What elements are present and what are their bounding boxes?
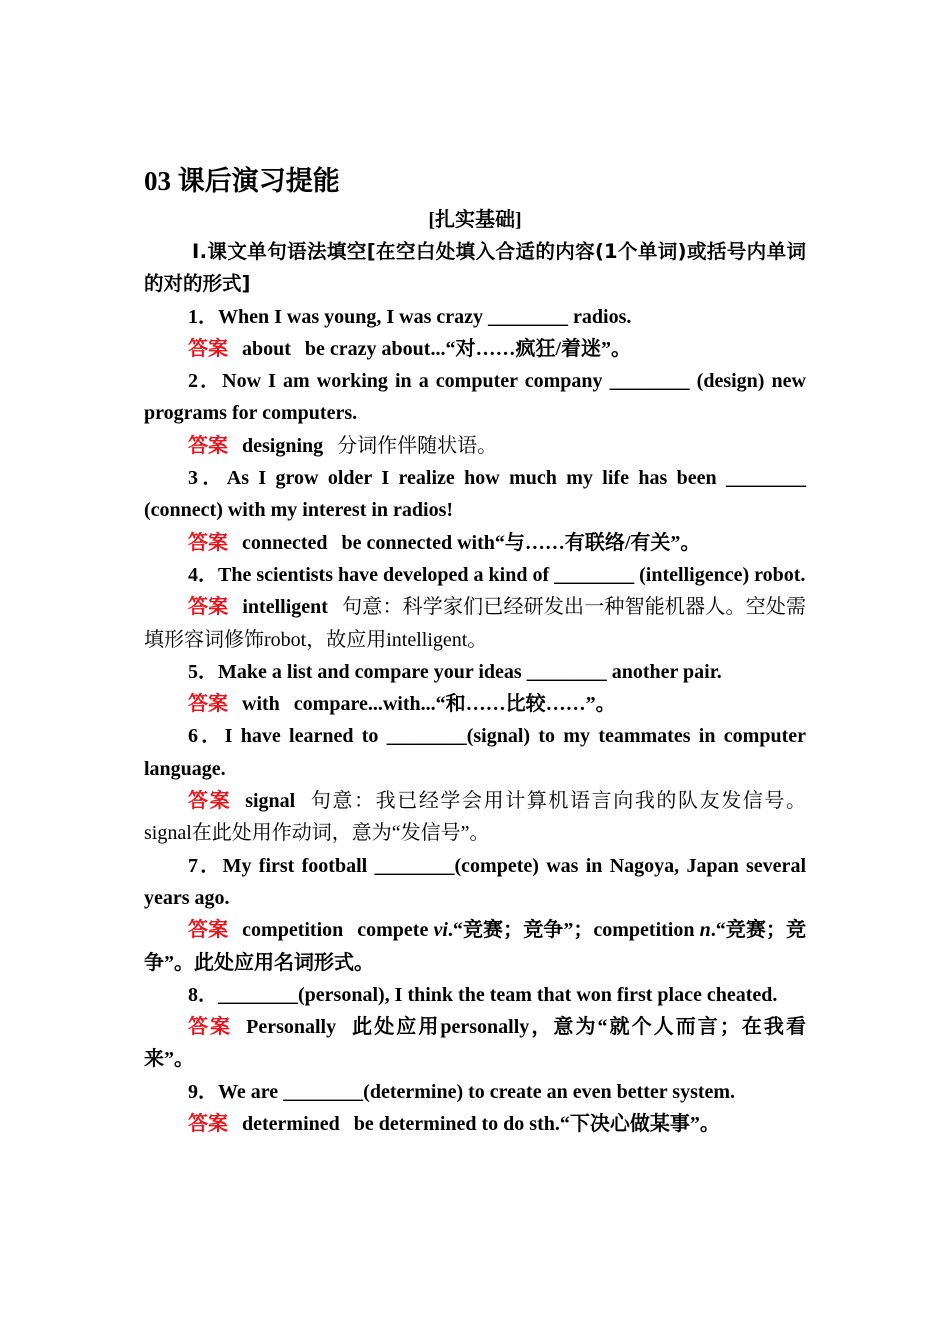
question-2: 2．Now I am working in a computer company ________ (design) new programs for computers. <box>144 370 806 425</box>
answer-note: 句意：我已经学会用计算机语言向我的队友发信号。signal在此处用作动词，意为“发信号”。 <box>144 790 807 845</box>
answer-note: be determined to do sth.“下决心做某事”。 <box>353 1113 720 1136</box>
section-subtitle: [扎实基础] <box>428 209 522 231</box>
answer-5 <box>144 688 806 720</box>
question-6: 6．I have learned to ________(signal) to my teammates in computer language. <box>144 725 806 780</box>
answer-note: 此处应用personally，意为“就个人而言；在我看来”。 <box>144 1016 806 1071</box>
answer-value: determined <box>242 1113 340 1136</box>
answer-note-pos: vi <box>433 919 448 942</box>
answer-value: about <box>242 337 291 360</box>
question-1: 1．When I was young, I was crazy ________ radios. <box>188 305 632 328</box>
answer-6 <box>144 785 806 850</box>
answer-value: competition <box>242 919 344 942</box>
answer-note: 句意：科学家们已经研发出一种智能机器人。空处需填形容词修饰robot，故应用intelligent。 <box>144 596 807 651</box>
question-5: 5．Make a list and compare your ideas ________ another pair. <box>188 660 722 683</box>
answer-7 <box>144 914 806 979</box>
answer-label: 答案 <box>188 434 228 457</box>
answer-label: 答案 <box>188 1016 233 1039</box>
answer-label: 答案 <box>188 596 229 619</box>
answer-2 <box>144 430 806 462</box>
answer-1 <box>144 333 806 365</box>
answer-label: 答案 <box>188 531 228 554</box>
answer-note-part: .“竞赛；竞争”；competition <box>447 919 700 942</box>
answer-value: with <box>242 693 280 716</box>
question-4: 4．The scientists have developed a kind of ________ (intelligence) robot. <box>188 563 806 586</box>
answer-value: intelligent <box>242 596 328 619</box>
answer-note-pos: n <box>699 919 711 942</box>
answer-note-part: compete <box>357 919 434 942</box>
answer-note-part: .“竞赛；竞争”。此处应用名词形式。 <box>144 919 807 974</box>
answer-note: be connected with“与……有联络/有关”。 <box>341 531 701 554</box>
answer-8 <box>144 1011 806 1076</box>
question-7: 7．My first football ________(compete) was in Nagoya, Japan several years ago. <box>144 854 806 909</box>
document-page <box>144 160 806 1140</box>
question-8: 8．________(personal), I think the team that won first place cheated. <box>188 983 778 1006</box>
answer-label: 答案 <box>188 1113 228 1136</box>
answer-value: connected <box>242 531 328 554</box>
answer-note: compare...with...“和……比较……”。 <box>293 693 616 716</box>
answer-value: designing <box>242 434 324 457</box>
answer-note: be crazy about...“对……疯狂/着迷”。 <box>304 337 631 360</box>
answer-label: 答案 <box>188 693 228 716</box>
answer-label: 答案 <box>188 790 232 813</box>
answer-value: Personally <box>246 1016 337 1039</box>
answer-9 <box>144 1108 806 1140</box>
question-3: 3．As I grow older I realize how much my life has been ________ (connect) with my interest in radios! <box>144 467 806 522</box>
question-9: 9．We are ________(determine) to create an even better system. <box>188 1080 736 1103</box>
answer-4 <box>144 591 806 656</box>
answer-note: 分词作伴随状语。 <box>337 434 498 457</box>
answer-label: 答案 <box>188 919 229 942</box>
answer-3 <box>144 527 806 559</box>
answer-value: signal <box>245 790 296 813</box>
exercise-instruction: Ⅰ.课文单句语法填空[在空白处填入合适的内容(1个单词)或括号内单词的对的形式] <box>144 240 806 296</box>
page-title: 03 课后演习提能 <box>144 166 340 196</box>
answer-label: 答案 <box>188 337 228 360</box>
